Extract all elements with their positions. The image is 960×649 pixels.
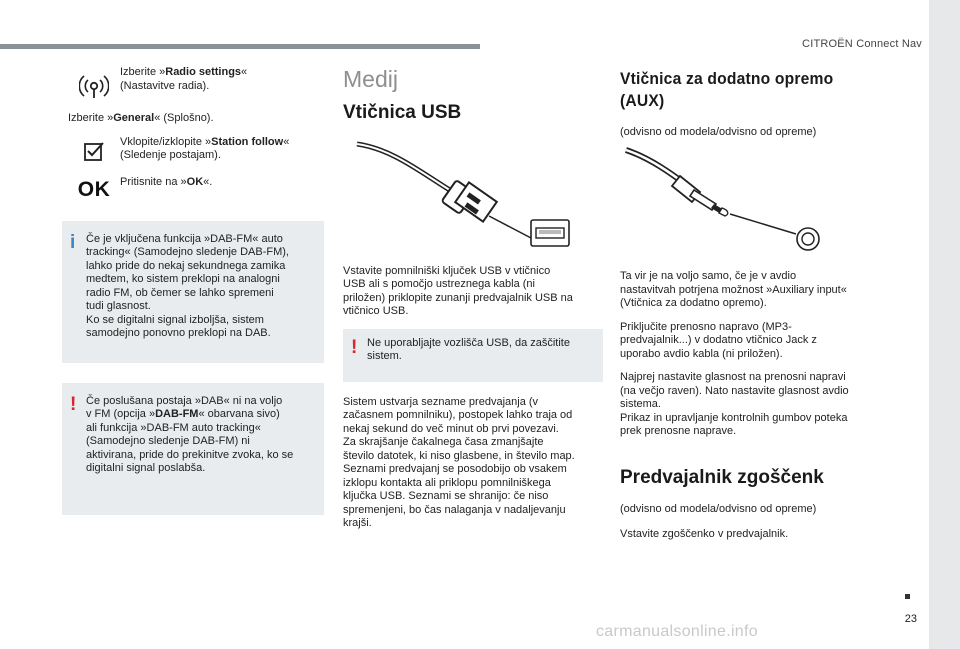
para-line: (na večjo raven). Nato nastavite glasnost avdio [620,384,849,397]
jack-illustration [620,146,880,263]
para-line: izklopu kontakta ali priklopu pomnilniškega [343,476,551,489]
step-text: « [283,135,290,148]
note-line: Ko se digitalni signal izboljša, sistem [86,313,264,326]
column-radio [68,66,324,525]
ok-label: OK [186,175,204,188]
step-text: « [241,66,248,78]
cd-heading: Predvajalnik zgoščenk [620,466,824,488]
jack-socket-icon [797,228,819,250]
station-follow-label: Station follow [211,135,284,148]
step-text: « (Splošno). [154,112,214,124]
note-line: lahko pride do nekaj sekundnega zamika [86,259,286,272]
step-text: Izberite » [120,66,166,78]
note-line: v FM (opcija » [86,408,156,420]
para-line: priložen) priklopite zunanji predvajalnik USB na [343,291,573,304]
note-line: Če poslušana postaja »DAB« ni na voljo [86,394,283,407]
station-follow-step [68,136,324,163]
para-line: Ta vir je na voljo samo, če je v avdio [620,270,797,282]
section-title-media: Medij [343,66,398,92]
para-line: Priključite prenosno napravo (MP3- [620,320,792,333]
usb-plug-icon [357,144,497,222]
step-text: «. [203,175,213,188]
general-label: General [113,112,155,124]
ok-icon [68,175,120,201]
warn-note-dab [62,383,324,515]
para-line: sistema. [620,398,661,410]
playlist-info [343,396,603,531]
step-text: Vklopite/izklopite » [120,135,212,148]
warn-note-usb-hub [343,329,603,382]
note-line: tracking« (Samodejno sledenje DAB-FM), [86,246,289,258]
step-text: Izberite » [68,112,114,124]
note-line: ali funkcija »DAB-FM auto tracking« [86,421,261,434]
info-icon: i [70,231,76,253]
warning-icon: ! [70,393,77,415]
usb-heading: Vtičnica USB [343,102,462,123]
note-line: Ne uporabljajte vozlišča USB, da zaščitite [367,336,570,349]
note-line: « obarvana sivo) [198,408,280,420]
info-note-dab [62,221,324,363]
para-line: ključka USB. Seznami se shranijo: če niso [343,490,549,502]
column-media [343,66,603,541]
para-line: nekaj sekund do več minut ob prvi povezavi. [343,422,559,435]
radio-settings-icon [68,66,120,100]
para-line: Prikaz in upravljanje kontrolnih gumbov poteka [620,411,848,424]
para-line: (Vtičnica za dodatno opremo). [620,297,767,309]
aux-source-info [620,270,880,311]
para-line: nastavitvah potrjena možnost »Auxiliary input« [620,283,847,296]
step-text: (Sledenje postajam). [120,149,221,161]
note-line: medtem, ko sistem preklopi na analogni [86,273,280,285]
para-line: spremenjeni, bo čas nalaganja v nadaljevanju [343,503,566,516]
para-line: prek prenosne naprave. [620,425,737,437]
para-line: število datotek, ki niso glasbene, in število map. [343,449,575,462]
usb-illustration [343,134,603,257]
para-line: Sistem ustvarja sezname predvajanja (v [343,395,539,408]
header-rule [0,44,480,49]
radio-settings-step [68,66,324,100]
note-line: Če je vključena funkcija »DAB-FM« auto [86,232,283,245]
note-line: radio FM, ob čemer se lahko spremeni [86,286,274,299]
step-text: Pritisnite na » [120,175,187,188]
para-line: krajši. [343,517,372,529]
note-line: samodejno ponovno preklopi na DAB. [86,327,271,339]
dab-fm-label: DAB-FM [155,408,199,420]
usb-instructions [343,265,603,319]
warning-icon: ! [351,336,358,358]
note-line: digitalni signal poslabša. [86,462,206,474]
para-line: Za skrajšanje čakalnega časa zmanjšajte [343,436,544,448]
aux-connect-info [620,321,880,362]
column-aux [620,66,880,552]
brand-header: CITROËN Connect Nav [802,38,922,50]
jack-plug-icon [626,150,728,216]
para-line: Seznami predvajanj se posodobijo ob vsakem [343,463,567,475]
para-line: predvajalnik...) v dodatno vtičnico Jack z [620,334,817,346]
para-line: Najprej nastavite glasnost na prenosni napravi [620,371,846,383]
aux-volume-info [620,371,880,439]
cd-instruction: Vstavite zgoščenko v predvajalnik. [620,528,789,540]
general-step [68,112,324,126]
step-text: (Nastavitve radia). [120,79,210,92]
para-line: USB ali s pomočjo ustreznega kabla (ni [343,278,535,290]
cd-availability-note: (odvisno od modela/odvisno od opreme) [620,502,817,515]
usb-port-icon [531,220,569,246]
note-line: (Samodejno sledenje DAB-FM) ni [86,435,250,447]
radio-settings-label: Radio settings [165,66,242,78]
page-bullet [905,594,910,599]
note-line: tudi glasnost. [86,300,151,312]
checkbox-icon [68,136,120,162]
ok-step [68,175,324,201]
note-line: aktivirana, pride do prekinitve zvoka, ko se [86,448,294,461]
watermark: carmanualsonline.info [596,623,758,640]
ok-icon-label: OK [77,177,111,201]
aux-availability-note: (odvisno od modela/odvisno od opreme) [620,126,817,138]
page-edge-tab [929,0,960,649]
para-line: Vstavite pomnilniški ključek USB v vtičnico [343,264,551,277]
para-line: uporabo avdio kabla (ni priložen). [620,347,783,360]
aux-heading: Vtičnica za dodatno opremo (AUX) [620,69,834,110]
para-line: vtičnico USB. [343,305,409,317]
para-line: začasnem pomnilniku), postopek lahko traja od [343,409,573,421]
page-number: 23 [904,613,917,625]
note-line: sistem. [367,350,402,362]
